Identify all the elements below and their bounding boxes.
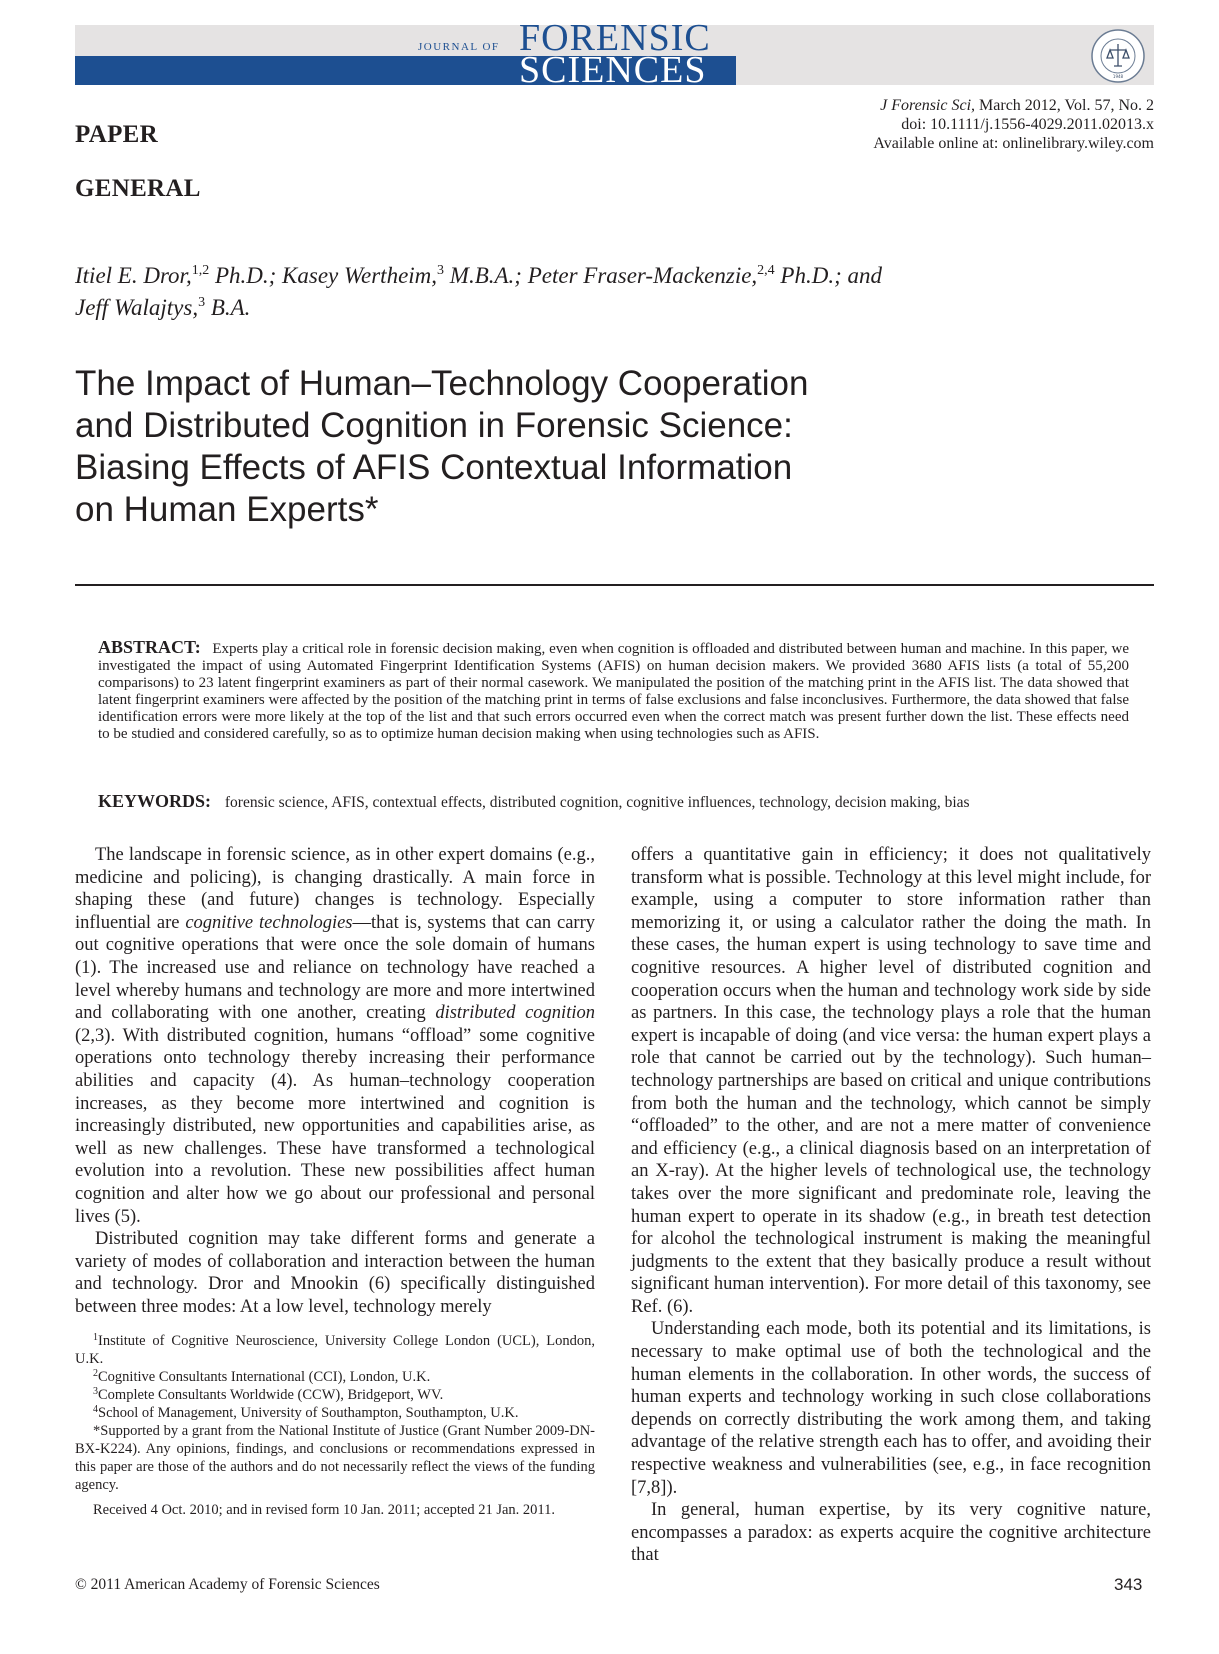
author-affiliation: 3 bbox=[437, 263, 445, 278]
body-column-right bbox=[631, 844, 1151, 1567]
author-degree: B.A. bbox=[205, 295, 251, 320]
body-column-left bbox=[75, 844, 595, 1318]
citation-block bbox=[873, 96, 1154, 153]
author-affiliation: 3 bbox=[198, 295, 206, 310]
title-line: on Human Experts* bbox=[75, 490, 379, 529]
abstract-text: Experts play a critical role in forensic decision making, even when cognition is offloaded and distributed between human and machine. In this paper, we investigated the impact of using Automated Fingerprint Identification Systems (AFIS) on human decision makers. We provided 3680 AFIS lists (a total of 55,200 comparisons) to 23 latent fingerprint examiners as part of their normal casework. We manipulated the position of the matching print in the AFIS list. The data showed that latent fingerprint examiners were affected by the position of the matching print in terms of false exclusions and false inconclusives. Furthermore, the data showed that false identification errors were more likely at the top of the list and that such errors occurred even when the correct match was present further down the list. These effects need to be studied and considered carefully, so as to optimize human decision making when using technologies such as AFIS. bbox=[98, 641, 1130, 742]
body-paragraph: Understanding each mode, both its potential and its limitations, is necessary to make optimal use of both the technological and the human elements in the collaboration. In other words, the success of human experts and technology working in such close collaborations depends on correctly distributing the work among them, and taking advantage of the relative strength each has to offer, and avoiding their respective weakness and vulnerabilities (see, e.g., in face recognition [7,8]). bbox=[631, 1319, 1151, 1498]
article-type-paper: PAPER bbox=[75, 121, 158, 148]
citation-doi[interactable]: doi: 10.1111/j.1556-4029.2011.02013.x bbox=[901, 116, 1154, 133]
funding-note: *Supported by a grant from the National Institute of Justice (Grant Number 2009-DN-BX-K224). Any opinions, findings, and conclusions or recommendations expressed in this paper are those of the authors and do not necessarily reflect the views of the funding agency. bbox=[75, 1423, 595, 1493]
body-paragraph: The landscape in forensic science, as in other expert domains (e.g., medicine and policing), is changing drastically. A main force in shaping these (and future) changes is technology. Especially influential are cognitive technologies—that is, systems that can carry out cognitive operations that were once the sole domain of humans (1). The increased use and reliance on technology have reached a level whereby humans and technology are more and more intertwined and collaborating with one another, creating distributed cognition (2,3). With distributed cognition, humans “offload” some cognitive operations onto technology thereby increasing their performance abilities and capacity (4). As human–technology cooperation increases, as they become more intertwined and cognition is increasingly distributed, new opportunities and capabilities arise, as well as new challenges. These have transformed a technological evolution into a revolution. These new possibilities affect human cognition and alter how we go about our professional and personal lives (5). bbox=[75, 845, 596, 1227]
keywords bbox=[98, 791, 1158, 813]
emphasis-term: cognitive technologies bbox=[185, 912, 353, 933]
journal-name-forensic: FORENSIC bbox=[519, 17, 711, 59]
body-paragraph: In general, human expertise, by its very cognitive nature, encompasses a paradox: as experts acquire the cognitive architecture that bbox=[631, 1500, 1151, 1566]
title-line: and Distributed Cognition in Forensic Science: bbox=[75, 406, 793, 445]
author-affiliation: 1,2 bbox=[191, 263, 210, 278]
author-degree: Ph.D.; and bbox=[774, 263, 882, 288]
footnotes bbox=[75, 1332, 595, 1519]
author-degree: M.B.A.; Peter Fraser-Mackenzie, bbox=[444, 263, 758, 288]
footnote: $^1$Institute of Cognitive Neuroscience, University College London (UCL), London, U.K. bbox=[75, 1332, 595, 1367]
body-paragraph: Distributed cognition may take different forms and generate a variety of modes of collaboration and interaction between the human and technology. Dror and Mnookin (6) specifically distinguished between three modes: At a low level, technology merely bbox=[75, 1229, 595, 1317]
footnote: $^2$Cognitive Consultants International (CCI), London, U.K. bbox=[93, 1368, 431, 1385]
author-degree: Ph.D.; Kasey Wertheim, bbox=[209, 263, 438, 288]
article-title bbox=[75, 363, 875, 531]
title-divider bbox=[75, 584, 1154, 586]
keywords-text: forensic science, AFIS, contextual effects, distributed cognition, cognitive influences, technology, decision making, bias bbox=[224, 794, 970, 811]
author-name: Itiel E. Dror, bbox=[75, 263, 192, 288]
article-section-general: GENERAL bbox=[75, 175, 201, 202]
received-dates: Received 4 Oct. 2010; and in revised form 10 Jan. 2011; accepted 21 Jan. 2011. bbox=[93, 1502, 555, 1518]
author-name: Jeff Walajtys, bbox=[75, 295, 199, 320]
body-paragraph: offers a quantitative gain in efficiency; it does not qualitatively transform what is possible. Technology at this level might include, for example, using a computer to store information rather than memorizing it, or using a calculator rather the doing the math. In these cases, the human expert is using technology to save time and cognitive resources. A higher level of distributed cognition and cooperation occurs when the human and technology work side by side as partners. In this case, the technology plays a role that the human expert is incapable of doing (and vice versa: the human expert plays a role that cannot be carried out by the technology). Such human–technology partnerships are based on critical and unique contributions from both the human and the technology, which cannot be simply “offloaded” to the other, and are not a mere matter of convenience and efficiency (e.g., a clinical diagnosis based on an interpretation of an X-ray). At the higher levels of technological use, the technology takes over the more significant and predominate role, leaving the human expert to operate in its shadow (e.g., in breath test detection for alcohol the technological instrument is making the meaningful judgments to the extent that they basically produce a result without significant human intervention). For more detail of this taxonomy, see Ref. (6). bbox=[631, 845, 1151, 1317]
footnote: $^3$Complete Consultants Worldwide (CCW), Bridgeport, WV. bbox=[93, 1386, 444, 1403]
academy-seal-year: 1948 bbox=[1112, 74, 1124, 79]
abstract-heading: ABSTRACT: bbox=[98, 637, 201, 657]
footnote: $^4$School of Management, University of Southampton, Southampton, U.K. bbox=[93, 1404, 519, 1421]
journal-name-sciences: SCIENCES bbox=[519, 49, 707, 91]
citation-issue: March 2012, Vol. 57, No. 2 bbox=[975, 97, 1154, 114]
citation-journal: J Forensic Sci, bbox=[880, 97, 976, 114]
emphasis-term: distributed cognition bbox=[435, 1003, 595, 1024]
author-list bbox=[75, 260, 1075, 324]
title-line: Biasing Effects of AFIS Contextual Information bbox=[75, 448, 793, 487]
copyright-notice: © 2011 American Academy of Forensic Sciences bbox=[75, 1576, 380, 1593]
journal-of-label: JOURNAL OF bbox=[418, 41, 500, 53]
page-number: 343 bbox=[1114, 1575, 1143, 1594]
academy-seal-icon bbox=[1088, 28, 1148, 84]
keywords-heading: KEYWORDS: bbox=[98, 791, 212, 811]
abstract bbox=[98, 639, 1129, 743]
citation-online[interactable]: Available online at: onlinelibrary.wiley.com bbox=[873, 135, 1154, 152]
author-affiliation: 2,4 bbox=[757, 263, 775, 278]
title-line: The Impact of Human–Technology Cooperation bbox=[75, 364, 809, 403]
